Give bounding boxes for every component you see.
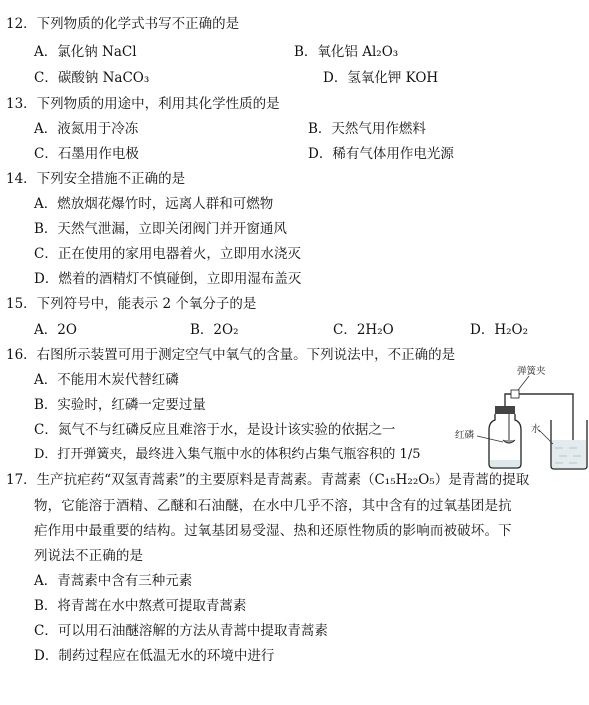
- q17-option-b: B．将青蒿在水中熬煮可提取青蒿素: [34, 598, 247, 614]
- q16-option-c: C．氮气不与红磷反应且难溶于水，是设计该实验的依据之一: [34, 422, 396, 438]
- water-label: 水: [531, 424, 541, 435]
- q17-stem-line-1: 17．生产抗疟药“双氢青蒿素”的主要原料是青蒿素。青蒿素（C₁₅H₂₂O₅）是青蒿的提取: [6, 472, 530, 488]
- q17-option-a: A．青蒿素中含有三种元素: [34, 573, 193, 589]
- q12-option-c: C．碳酸钠 NaCO₃: [34, 70, 150, 86]
- q12-option-a: A．氯化钠 NaCl: [34, 44, 137, 60]
- q16-option-b: B．实验时，红磷一定要过量: [34, 397, 206, 413]
- q13-option-b: B．天然气用作燃料: [308, 121, 426, 137]
- q12-stem: 12．下列物质的化学式书写不正确的是: [6, 16, 240, 32]
- q12-option-d: D．氢氧化钾 KOH: [323, 70, 439, 86]
- spring-clamp-icon: [511, 390, 519, 398]
- q17-stem-line-3: 疟作用中最重要的结构。过氧基团易受湿、热和还原性物质的影响而被破坏。下: [34, 523, 512, 539]
- q13-option-a: A．液氮用于冷冻: [34, 121, 139, 137]
- q16-option-d: D．打开弹簧夹，最终进入集气瓶中水的体积约占集气瓶容积的 1/5: [34, 447, 421, 462]
- q14-option-b: B．天然气泄漏，立即关闭阀门并开窗通风: [34, 221, 287, 237]
- q17-stem-line-2: 物，它能溶于酒精、乙醚和石油醚，在水中几乎不溶，其中含有的过氧基团是抗: [34, 498, 512, 514]
- q17-option-c: C．可以用石油醚溶解的方法从青蒿中提取青蒿素: [34, 623, 328, 639]
- q15-option-a: A．2O: [34, 322, 77, 338]
- q14-option-a: A．燃放烟花爆竹时，远离人群和可燃物: [34, 196, 274, 212]
- q17-stem-line-4: 列说法不正确的是: [34, 548, 144, 564]
- q13-option-d: D．稀有气体用作电光源: [308, 146, 454, 162]
- phosphorus-label: 红磷: [455, 430, 475, 441]
- q15-stem: 15．下列符号中，能表示 2 个氧分子的是: [6, 296, 257, 312]
- combustion-spoon-icon: [503, 440, 515, 443]
- stopper: [495, 406, 515, 414]
- q13-stem: 13．下列物质的用途中，利用其化学性质的是: [6, 96, 280, 112]
- q14-option-d: D．燃着的酒精灯不慎碰倒，立即用湿布盖灭: [34, 271, 302, 287]
- q14-stem: 14．下列安全措施不正确的是: [6, 171, 186, 187]
- q17-option-d: D．制药过程应在低温无水的环境中进行: [34, 648, 275, 664]
- q15-option-c: C．2H₂O: [333, 322, 394, 338]
- q15-option-b: B．2O₂: [190, 322, 239, 338]
- bottle-water: [490, 460, 520, 467]
- q16-stem: 16．右图所示装置可用于测定空气中氧气的含量。下列说法中，不正确的是: [6, 347, 456, 363]
- q16-option-a: A．不能用木炭代替红磷: [34, 372, 179, 388]
- q15-option-d: D．H₂O₂: [470, 322, 528, 338]
- beaker-water: [552, 440, 586, 468]
- q14-option-c: C．正在使用的家用电器着火，立即用水浇灭: [34, 246, 301, 262]
- phosphorus-pointer: [477, 436, 503, 442]
- q12-option-b: B．氧化铝 Al₂O₃: [294, 44, 399, 60]
- apparatus-figure: [455, 364, 589, 472]
- q13-option-c: C．石墨用作电极: [34, 146, 139, 162]
- clamp-label: 弹簧夹: [517, 366, 546, 377]
